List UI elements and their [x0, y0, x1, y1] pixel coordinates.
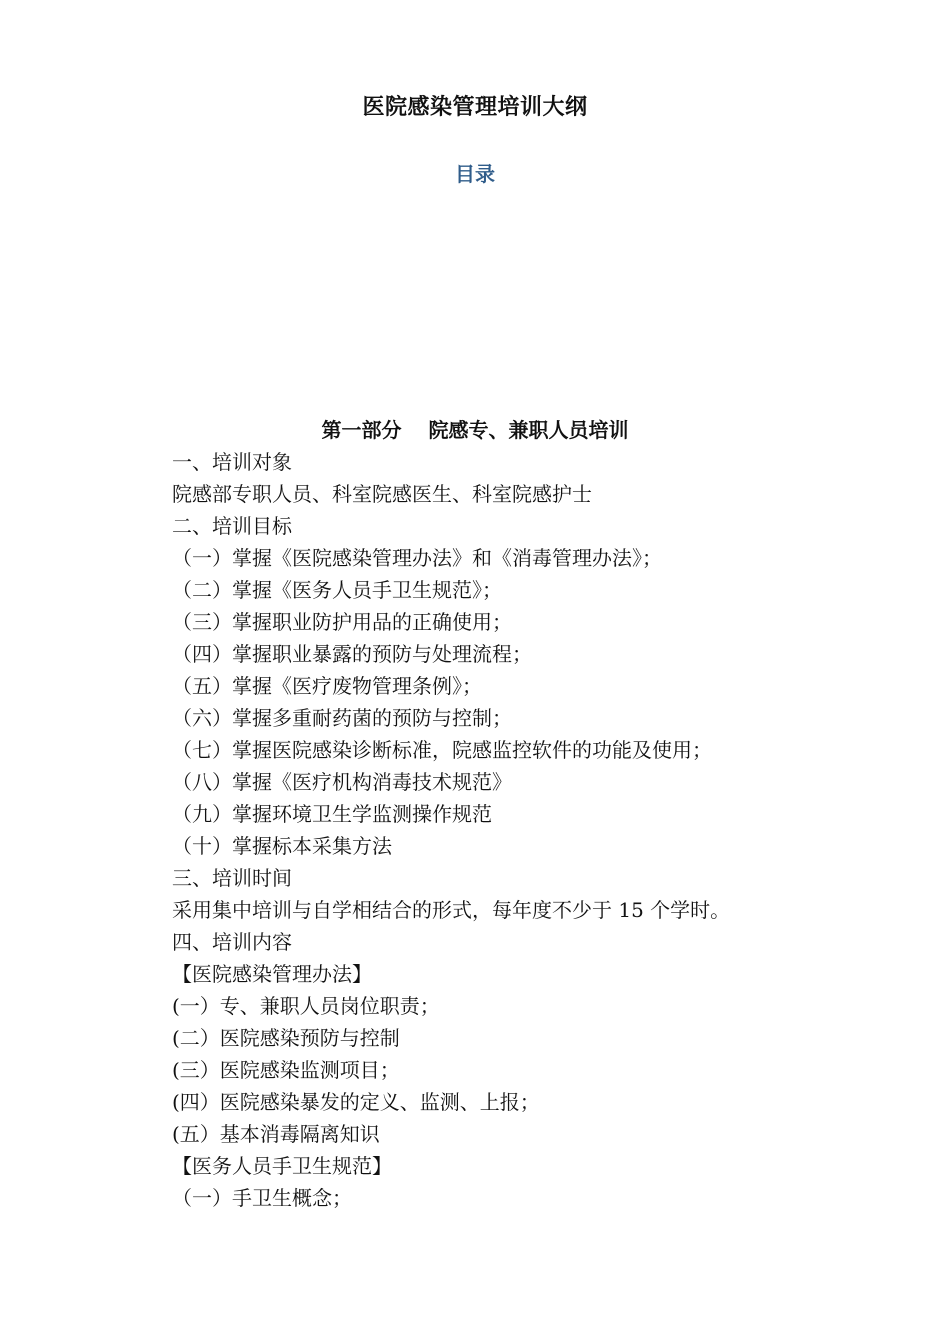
paragraph-audience: 院感部专职人员、科室院感医生、科室院感护士: [172, 482, 592, 506]
list-item: （三）掌握职业防护用品的正确使用；: [172, 610, 512, 634]
list-item: （一）手卫生概念；: [172, 1186, 352, 1210]
list-item: （九）掌握环境卫生学监测操作规范: [172, 802, 492, 826]
paragraph-time: 采用集中培训与自学相结合的形式，每年度不少于 15 个学时。: [172, 898, 731, 922]
list-item: (三）医院感染监测项目；: [172, 1058, 400, 1082]
list-item: （七）掌握医院感染诊断标准，院感监控软件的功能及使用；: [172, 738, 712, 762]
section-heading-goals: 二、培训目标: [172, 514, 292, 538]
list-item: （八）掌握《医疗机构消毒技术规范》: [172, 770, 512, 794]
list-item: （六）掌握多重耐药菌的预防与控制；: [172, 706, 512, 730]
list-item: (五）基本消毒隔离知识: [172, 1122, 380, 1146]
list-item: （四）掌握职业暴露的预防与处理流程；: [172, 642, 532, 666]
section-heading-audience: 一、培训对象: [172, 450, 292, 474]
list-item: (四）医院感染暴发的定义、监测、上报；: [172, 1090, 540, 1114]
section-heading-content: 四、培训内容: [172, 930, 292, 954]
document-body: [172, 446, 872, 1214]
list-item: （二）掌握《医务人员手卫生规范》；: [172, 578, 502, 602]
subsection-heading: 【医院感染管理办法】: [172, 962, 372, 986]
list-item: （五）掌握《医疗废物管理条例》；: [172, 674, 482, 698]
document-title: 医院感染管理培训大纲: [362, 95, 588, 120]
toc-heading: 目录: [455, 162, 495, 186]
part-heading: 第一部分 院感专、兼职人员培训: [321, 418, 629, 442]
list-item: (二）医院感染预防与控制: [172, 1026, 400, 1050]
section-heading-time: 三、培训时间: [172, 866, 292, 890]
subsection-heading: 【医务人员手卫生规范】: [172, 1154, 392, 1178]
list-item: （十）掌握标本采集方法: [172, 834, 392, 858]
list-item: （一）掌握《医院感染管理办法》和《消毒管理办法》；: [172, 546, 662, 570]
list-item: (一）专、兼职人员岗位职责；: [172, 994, 440, 1018]
